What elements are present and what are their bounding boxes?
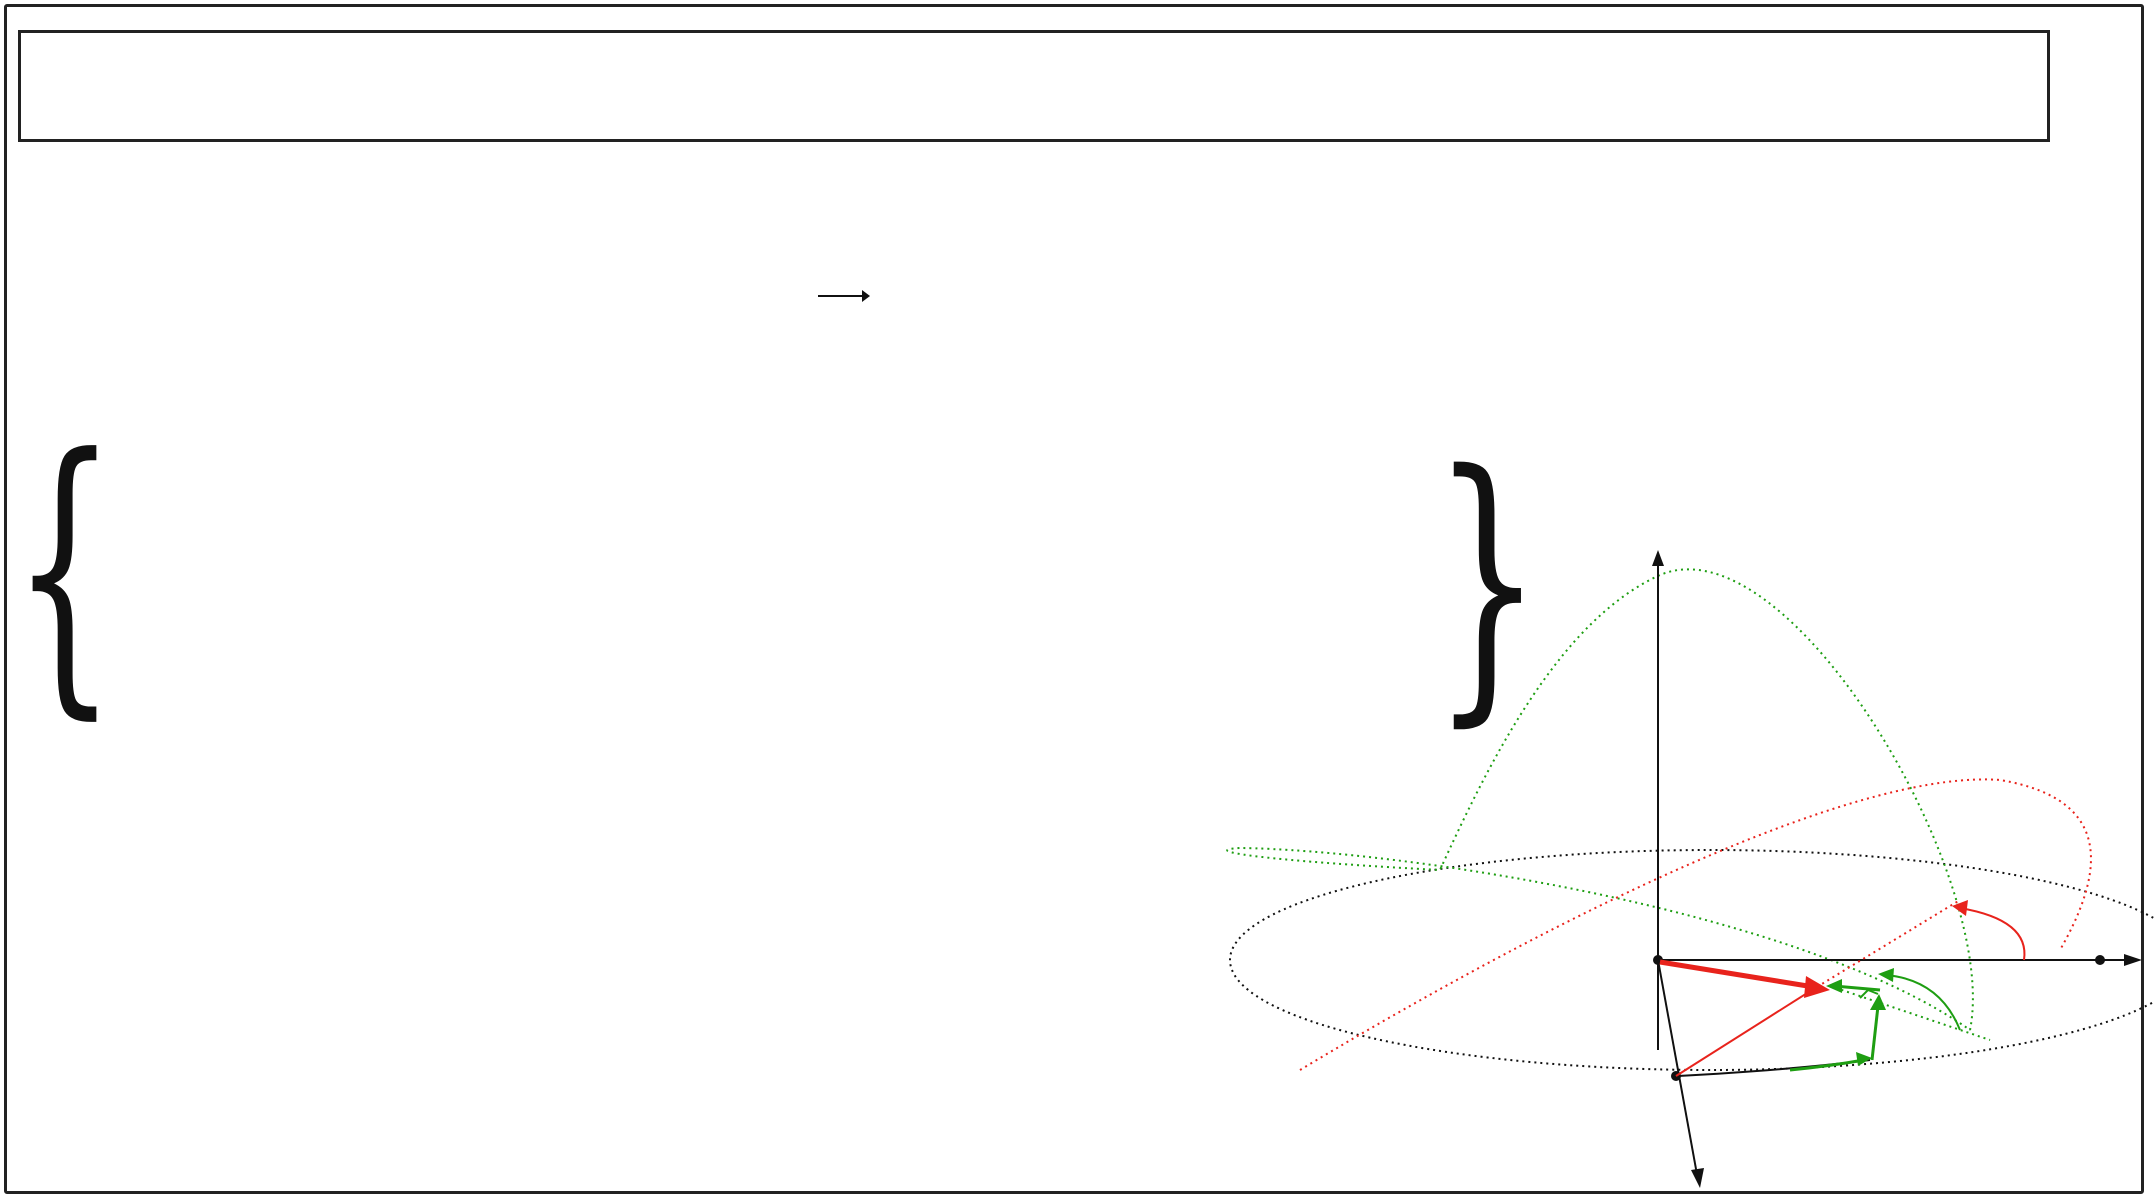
z-axis-arrowhead	[1652, 550, 1664, 566]
eci-diagram	[1180, 530, 2154, 1200]
title-box	[18, 30, 2050, 142]
left-brace: {	[12, 395, 117, 744]
y-axis-arrowhead	[2124, 954, 2142, 966]
ecliptic-plane	[1300, 779, 2091, 1070]
s-hat-arrowhead	[1804, 976, 1830, 998]
y-axis-point	[2095, 955, 2105, 965]
arrow-icon	[818, 286, 870, 306]
x-axis-arrowhead	[1691, 1168, 1704, 1188]
right-brace: }	[1432, 414, 1543, 751]
